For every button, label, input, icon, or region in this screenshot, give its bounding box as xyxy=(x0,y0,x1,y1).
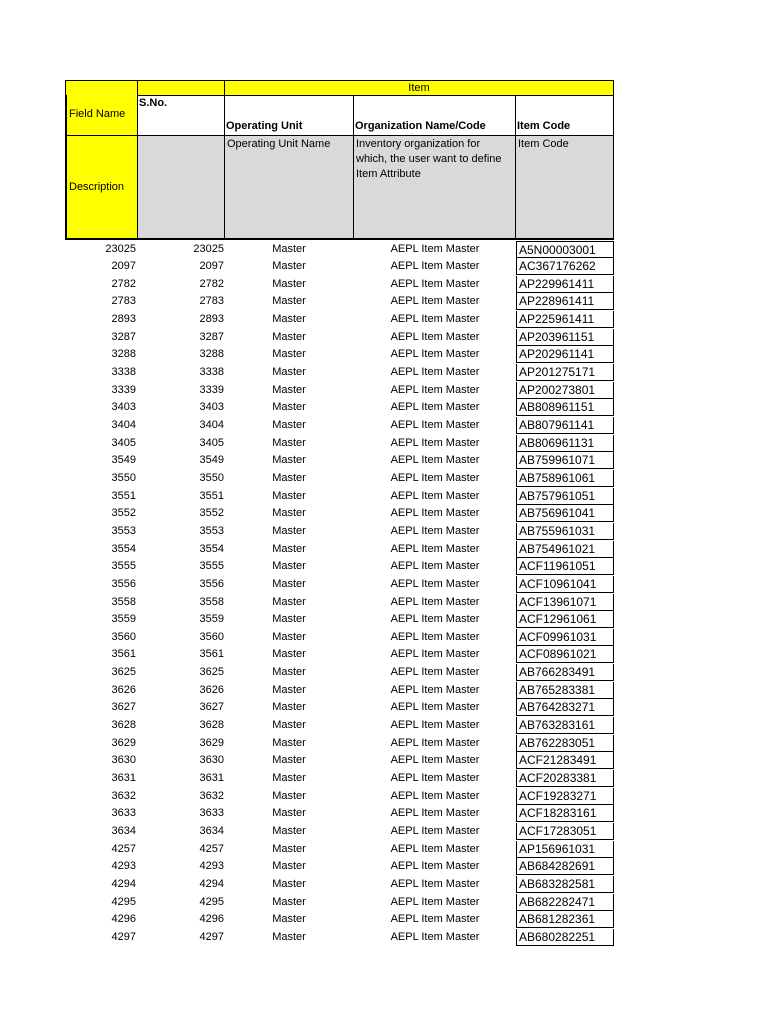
table-row xyxy=(65,752,614,770)
row-id-cell[interactable]: 3551 xyxy=(111,489,136,502)
row-id-cell[interactable]: 3552 xyxy=(111,507,136,520)
table-row xyxy=(65,382,614,400)
table-row xyxy=(65,594,614,612)
row-org-cell[interactable]: AEPL Item Master xyxy=(390,524,480,537)
table-row xyxy=(65,770,614,788)
table-row xyxy=(65,470,614,488)
row-sno-cell[interactable]: 2097 xyxy=(199,260,224,273)
row-operating-unit-cell[interactable]: Master xyxy=(272,560,306,573)
row-id-cell[interactable]: 2782 xyxy=(111,277,136,290)
row-org-cell[interactable]: AEPL Item Master xyxy=(390,436,480,449)
row-item-code-cell[interactable]: ACF17283051 xyxy=(516,823,614,840)
header-sno-top-cell xyxy=(137,80,225,96)
row-org-cell[interactable]: AEPL Item Master xyxy=(390,295,480,308)
row-org-cell[interactable]: AEPL Item Master xyxy=(390,807,480,820)
row-operating-unit-cell[interactable]: Master xyxy=(272,419,306,431)
item-code-header-cell xyxy=(515,95,614,135)
table-row xyxy=(65,629,614,647)
row-id-cell[interactable]: 3549 xyxy=(111,454,136,467)
row-sno-cell[interactable]: 3287 xyxy=(199,330,224,343)
field-name-label: Field Name xyxy=(69,108,126,120)
row-item-code-cell[interactable]: ACF18283161 xyxy=(516,805,614,822)
row-item-code-cell[interactable]: ACF13961071 xyxy=(516,594,614,611)
row-id-cell[interactable]: 3560 xyxy=(111,630,136,643)
item-code-label: Item Code xyxy=(517,120,571,132)
row-operating-unit-cell[interactable]: Master xyxy=(272,701,306,714)
row-id-cell[interactable]: 3626 xyxy=(111,683,136,696)
row-org-cell[interactable]: AEPL Item Master xyxy=(390,683,480,696)
row-id-cell[interactable]: 3338 xyxy=(111,366,136,379)
row-item-code-cell[interactable]: ACF19283271 xyxy=(516,788,614,805)
row-org-cell[interactable]: AEPL Item Master xyxy=(390,489,480,502)
row-item-code-cell[interactable]: AB764283271 xyxy=(516,699,614,716)
row-sno-cell[interactable]: 3632 xyxy=(199,789,224,802)
row-sno-cell[interactable]: 4294 xyxy=(199,877,224,890)
row-sno-cell[interactable]: 3405 xyxy=(199,436,224,449)
row-sno-cell[interactable]: 3631 xyxy=(199,772,224,784)
row-id-cell[interactable]: 3627 xyxy=(111,701,136,714)
row-org-cell[interactable]: AEPL Item Master xyxy=(390,330,480,343)
row-org-cell[interactable]: AEPL Item Master xyxy=(390,701,480,714)
table-row xyxy=(65,241,614,259)
row-sno-cell[interactable]: 3561 xyxy=(199,648,224,661)
row-org-cell[interactable]: AEPL Item Master xyxy=(390,277,480,290)
row-sno-cell[interactable]: 3554 xyxy=(199,542,224,555)
row-sno-cell[interactable]: 3338 xyxy=(199,366,224,379)
row-sno-cell[interactable]: 3553 xyxy=(199,524,224,537)
row-item-code-cell[interactable]: ACF11961051 xyxy=(516,558,614,575)
row-org-cell[interactable]: AEPL Item Master xyxy=(390,648,480,661)
row-operating-unit-cell[interactable]: Master xyxy=(272,366,306,379)
row-sno-cell[interactable]: 23025 xyxy=(193,242,224,255)
row-item-code-cell[interactable]: AB757961051 xyxy=(516,488,614,505)
row-item-code-cell[interactable]: ACF20283381 xyxy=(516,770,614,787)
item-group-label: Item xyxy=(408,82,430,94)
row-sno-cell[interactable]: 4257 xyxy=(199,842,224,855)
row-sno-cell[interactable]: 2893 xyxy=(199,313,224,326)
row-sno-cell[interactable]: 3558 xyxy=(199,595,224,608)
row-operating-unit-cell[interactable]: Master xyxy=(272,524,306,537)
table-row xyxy=(65,311,614,329)
row-id-cell[interactable]: 3404 xyxy=(111,419,136,431)
row-sno-cell[interactable]: 3550 xyxy=(199,471,224,484)
table-row xyxy=(65,576,614,594)
row-sno-cell[interactable]: 3627 xyxy=(199,701,224,714)
row-sno-cell[interactable]: 3633 xyxy=(199,807,224,820)
row-org-cell[interactable]: AEPL Item Master xyxy=(390,754,480,767)
row-item-code-cell[interactable]: AB681282361 xyxy=(516,911,614,928)
row-org-cell[interactable]: AEPL Item Master xyxy=(390,860,480,873)
row-id-cell[interactable]: 4257 xyxy=(111,842,136,855)
row-org-cell[interactable]: AEPL Item Master xyxy=(390,419,480,431)
row-id-cell[interactable]: 3634 xyxy=(111,824,136,837)
row-org-cell[interactable]: AEPL Item Master xyxy=(390,736,480,749)
row-operating-unit-cell[interactable]: Master xyxy=(272,824,306,837)
row-id-cell[interactable]: 4295 xyxy=(111,895,136,908)
row-item-code-cell[interactable]: AB680282251 xyxy=(516,929,614,946)
row-org-cell[interactable]: AEPL Item Master xyxy=(390,454,480,467)
row-id-cell[interactable]: 3559 xyxy=(111,613,136,626)
row-sno-cell[interactable]: 2783 xyxy=(199,295,224,308)
row-item-code-cell[interactable]: AB762283051 xyxy=(516,735,614,752)
row-id-cell[interactable]: 3625 xyxy=(111,666,136,679)
table-row xyxy=(65,293,614,311)
row-sno-cell[interactable]: 3560 xyxy=(199,630,224,643)
row-id-cell[interactable]: 3554 xyxy=(111,542,136,555)
sno-header-cell xyxy=(137,95,225,135)
row-org-cell[interactable]: AEPL Item Master xyxy=(390,824,480,837)
row-org-cell[interactable]: AEPL Item Master xyxy=(390,348,480,361)
row-org-cell[interactable]: AEPL Item Master xyxy=(390,242,480,255)
table-row xyxy=(65,329,614,347)
description-cell xyxy=(65,135,138,240)
row-operating-unit-cell[interactable]: Master xyxy=(272,736,306,749)
row-operating-unit-cell[interactable]: Master xyxy=(272,754,306,767)
description-label: Description xyxy=(69,181,125,193)
row-operating-unit-cell[interactable]: Master xyxy=(272,242,306,255)
row-item-code-cell[interactable]: ACF10961041 xyxy=(516,576,614,593)
row-operating-unit-cell[interactable]: Master xyxy=(272,542,306,555)
table-row xyxy=(65,841,614,859)
row-org-cell[interactable]: AEPL Item Master xyxy=(390,313,480,326)
operating-unit-description-cell xyxy=(224,135,354,240)
operating-unit-description: Operating Unit Name xyxy=(227,138,331,150)
row-item-code-cell[interactable]: AB808961151 xyxy=(516,399,614,416)
row-operating-unit-cell[interactable]: Master xyxy=(272,577,306,590)
row-sno-cell[interactable]: 3559 xyxy=(199,613,224,626)
table-row xyxy=(65,505,614,523)
row-id-cell[interactable]: 3628 xyxy=(111,719,136,732)
row-operating-unit-cell[interactable]: Master xyxy=(272,789,306,802)
row-sno-cell[interactable]: 4297 xyxy=(199,930,224,943)
row-item-code-cell[interactable]: ACF09961031 xyxy=(516,629,614,646)
table-row xyxy=(65,276,614,294)
row-sno-cell[interactable]: 3288 xyxy=(199,348,224,361)
row-item-code-cell[interactable]: AP203961151 xyxy=(516,329,614,346)
row-id-cell[interactable]: 3339 xyxy=(111,383,136,396)
row-item-code-cell[interactable]: AB682282471 xyxy=(516,894,614,911)
table-row xyxy=(65,558,614,576)
row-id-cell[interactable]: 3288 xyxy=(111,348,136,361)
row-sno-cell[interactable]: 4296 xyxy=(199,913,224,926)
row-sno-cell[interactable]: 3630 xyxy=(199,754,224,767)
table-row xyxy=(65,894,614,912)
row-item-code-cell[interactable]: AP156961031 xyxy=(516,841,614,858)
row-org-cell[interactable]: AEPL Item Master xyxy=(390,366,480,379)
row-operating-unit-cell[interactable]: Master xyxy=(272,630,306,643)
row-org-cell[interactable]: AEPL Item Master xyxy=(390,507,480,520)
row-org-cell[interactable]: AEPL Item Master xyxy=(390,613,480,626)
row-operating-unit-cell[interactable]: Master xyxy=(272,807,306,820)
row-operating-unit-cell[interactable]: Master xyxy=(272,913,306,926)
row-id-cell[interactable]: 3632 xyxy=(111,789,136,802)
table-row xyxy=(65,788,614,806)
row-operating-unit-cell[interactable]: Master xyxy=(272,260,306,273)
row-org-cell[interactable]: AEPL Item Master xyxy=(390,877,480,890)
org-description: Inventory organization for which, the user want to define Item Attribute xyxy=(356,138,502,180)
table-row xyxy=(65,488,614,506)
row-id-cell[interactable]: 2783 xyxy=(111,295,136,308)
table-row xyxy=(65,699,614,717)
row-operating-unit-cell[interactable]: Master xyxy=(272,436,306,449)
row-id-cell[interactable]: 3405 xyxy=(111,436,136,449)
row-id-cell[interactable]: 4293 xyxy=(111,860,136,873)
row-operating-unit-cell[interactable]: Master xyxy=(272,895,306,908)
table-row xyxy=(65,611,614,629)
row-operating-unit-cell[interactable]: Master xyxy=(272,877,306,890)
table-row xyxy=(65,929,614,947)
row-operating-unit-cell[interactable]: Master xyxy=(272,489,306,502)
row-item-code-cell[interactable]: AB807961141 xyxy=(516,417,614,434)
row-id-cell[interactable]: 3561 xyxy=(111,648,136,661)
item-code-description: Item Code xyxy=(518,138,569,150)
row-item-code-cell[interactable]: AB684282691 xyxy=(516,858,614,875)
row-operating-unit-cell[interactable]: Master xyxy=(272,295,306,308)
row-item-code-cell[interactable]: AB766283491 xyxy=(516,664,614,681)
item-group-header xyxy=(224,80,614,96)
row-operating-unit-cell[interactable]: Master xyxy=(272,860,306,873)
table-row xyxy=(65,258,614,276)
table-row xyxy=(65,646,614,664)
row-item-code-cell[interactable]: AP200273801 xyxy=(516,382,614,399)
row-id-cell[interactable]: 3629 xyxy=(111,736,136,749)
row-item-code-cell[interactable]: AP229961411 xyxy=(516,276,614,293)
row-operating-unit-cell[interactable]: Master xyxy=(272,277,306,290)
row-id-cell[interactable]: 3630 xyxy=(111,754,136,767)
row-org-cell[interactable]: AEPL Item Master xyxy=(390,560,480,573)
row-operating-unit-cell[interactable]: Master xyxy=(272,471,306,484)
item-code-description-cell xyxy=(515,135,614,240)
table-row xyxy=(65,717,614,735)
row-item-code-cell[interactable]: AB759961071 xyxy=(516,452,614,469)
row-item-code-cell[interactable]: AB683282581 xyxy=(516,876,614,893)
row-id-cell[interactable]: 3553 xyxy=(111,524,136,537)
row-operating-unit-cell[interactable]: Master xyxy=(272,719,306,732)
row-org-cell[interactable]: AEPL Item Master xyxy=(390,913,480,926)
row-org-cell[interactable]: AEPL Item Master xyxy=(390,577,480,590)
row-id-cell[interactable]: 2097 xyxy=(111,260,136,273)
row-id-cell[interactable]: 3550 xyxy=(111,471,136,484)
operating-unit-label: Operating Unit xyxy=(226,120,303,132)
row-operating-unit-cell[interactable]: Master xyxy=(272,613,306,626)
row-id-cell[interactable]: 4297 xyxy=(111,930,136,943)
row-id-cell[interactable]: 2893 xyxy=(111,313,136,326)
row-sno-cell[interactable]: 3551 xyxy=(199,489,224,502)
row-org-cell[interactable]: AEPL Item Master xyxy=(390,471,480,484)
table-row xyxy=(65,364,614,382)
table-row xyxy=(65,664,614,682)
row-operating-unit-cell[interactable]: Master xyxy=(272,401,306,414)
row-sno-cell[interactable]: 3552 xyxy=(199,507,224,520)
row-item-code-cell[interactable]: ACF08961021 xyxy=(516,646,614,663)
row-sno-cell[interactable]: 3626 xyxy=(199,683,224,696)
table-row xyxy=(65,346,614,364)
field-name-cell xyxy=(65,95,138,135)
row-operating-unit-cell[interactable]: Master xyxy=(272,383,306,396)
row-operating-unit-cell[interactable]: Master xyxy=(272,930,306,943)
row-item-code-cell[interactable]: A5N00003001 xyxy=(516,241,614,258)
sno-description-cell xyxy=(137,135,225,240)
row-item-code-cell[interactable]: AP225961411 xyxy=(516,311,614,328)
row-org-cell[interactable]: AEPL Item Master xyxy=(390,930,480,943)
table-row xyxy=(65,523,614,541)
row-org-cell[interactable]: AEPL Item Master xyxy=(390,666,480,679)
row-sno-cell[interactable]: 3404 xyxy=(199,419,224,431)
sno-label: S.No. xyxy=(139,97,168,109)
table-row xyxy=(65,452,614,470)
row-operating-unit-cell[interactable]: Master xyxy=(272,595,306,608)
header-corner-cell xyxy=(65,80,138,96)
row-sno-cell[interactable]: 3628 xyxy=(199,719,224,732)
row-operating-unit-cell[interactable]: Master xyxy=(272,842,306,855)
row-org-cell[interactable]: AEPL Item Master xyxy=(390,772,480,784)
row-operating-unit-cell[interactable]: Master xyxy=(272,348,306,361)
row-org-cell[interactable]: AEPL Item Master xyxy=(390,401,480,414)
row-sno-cell[interactable]: 3625 xyxy=(199,666,224,679)
row-item-code-cell[interactable]: AB755961031 xyxy=(516,523,614,540)
row-sno-cell[interactable]: 4293 xyxy=(199,860,224,873)
table-row xyxy=(65,805,614,823)
row-sno-cell[interactable]: 3339 xyxy=(199,383,224,396)
row-org-cell[interactable]: AEPL Item Master xyxy=(390,719,480,732)
row-id-cell[interactable]: 3633 xyxy=(111,807,136,820)
row-item-code-cell[interactable]: AP201275171 xyxy=(516,364,614,381)
row-operating-unit-cell[interactable]: Master xyxy=(272,683,306,696)
operating-unit-header-cell xyxy=(224,95,354,135)
row-org-cell[interactable]: AEPL Item Master xyxy=(390,595,480,608)
row-id-cell[interactable]: 3287 xyxy=(111,330,136,343)
row-sno-cell[interactable]: 3403 xyxy=(199,401,224,414)
row-org-cell[interactable]: AEPL Item Master xyxy=(390,383,480,396)
row-id-cell[interactable]: 23025 xyxy=(105,242,136,255)
row-org-cell[interactable]: AEPL Item Master xyxy=(390,895,480,908)
row-operating-unit-cell[interactable]: Master xyxy=(272,648,306,661)
row-id-cell[interactable]: 3555 xyxy=(111,560,136,573)
table-row xyxy=(65,435,614,453)
row-sno-cell[interactable]: 3549 xyxy=(199,454,224,467)
row-operating-unit-cell[interactable]: Master xyxy=(272,330,306,343)
row-item-code-cell[interactable]: AB765283381 xyxy=(516,682,614,699)
row-sno-cell[interactable]: 2782 xyxy=(199,277,224,290)
row-item-code-cell[interactable]: AB756961041 xyxy=(516,505,614,522)
table-row xyxy=(65,541,614,559)
row-org-cell[interactable]: AEPL Item Master xyxy=(390,260,480,273)
org-name-code-label: Organization Name/Code xyxy=(355,120,486,132)
row-item-code-cell[interactable]: AP228961411 xyxy=(516,293,614,310)
row-item-code-cell[interactable]: AB758961061 xyxy=(516,470,614,487)
row-operating-unit-cell[interactable]: Master xyxy=(272,666,306,679)
row-org-cell[interactable]: AEPL Item Master xyxy=(390,542,480,555)
row-org-cell[interactable]: AEPL Item Master xyxy=(390,789,480,802)
row-item-code-cell[interactable]: AB763283161 xyxy=(516,717,614,734)
row-id-cell[interactable]: 3556 xyxy=(111,577,136,590)
table-header xyxy=(65,80,614,240)
table-row xyxy=(65,399,614,417)
row-item-code-cell[interactable]: AB806961131 xyxy=(516,435,614,452)
row-operating-unit-cell[interactable]: Master xyxy=(272,313,306,326)
row-id-cell[interactable]: 4294 xyxy=(111,877,136,890)
row-item-code-cell[interactable]: AP202961141 xyxy=(516,346,614,363)
row-sno-cell[interactable]: 4295 xyxy=(199,895,224,908)
row-item-code-cell[interactable]: AC367176262 xyxy=(516,258,614,275)
row-sno-cell[interactable]: 3555 xyxy=(199,560,224,573)
table-row xyxy=(65,876,614,894)
table-row xyxy=(65,823,614,841)
row-org-cell[interactable]: AEPL Item Master xyxy=(390,630,480,643)
row-item-code-cell[interactable]: AB754961021 xyxy=(516,541,614,558)
row-sno-cell[interactable]: 3629 xyxy=(199,736,224,749)
table-row xyxy=(65,858,614,876)
row-item-code-cell[interactable]: ACF21283491 xyxy=(516,752,614,769)
row-id-cell[interactable]: 3631 xyxy=(111,772,136,784)
row-item-code-cell[interactable]: ACF12961061 xyxy=(516,611,614,628)
org-header-cell xyxy=(353,95,516,135)
org-description-cell xyxy=(353,135,516,240)
row-id-cell[interactable]: 4296 xyxy=(111,913,136,926)
table-row xyxy=(65,682,614,700)
row-operating-unit-cell[interactable]: Master xyxy=(272,507,306,520)
row-id-cell[interactable]: 3558 xyxy=(111,595,136,608)
table-row xyxy=(65,911,614,929)
row-sno-cell[interactable]: 3634 xyxy=(199,824,224,837)
row-org-cell[interactable]: AEPL Item Master xyxy=(390,842,480,855)
row-operating-unit-cell[interactable]: Master xyxy=(272,454,306,467)
table-row xyxy=(65,417,614,435)
row-operating-unit-cell[interactable]: Master xyxy=(272,772,306,784)
table-row xyxy=(65,735,614,753)
row-id-cell[interactable]: 3403 xyxy=(111,401,136,414)
row-sno-cell[interactable]: 3556 xyxy=(199,577,224,590)
